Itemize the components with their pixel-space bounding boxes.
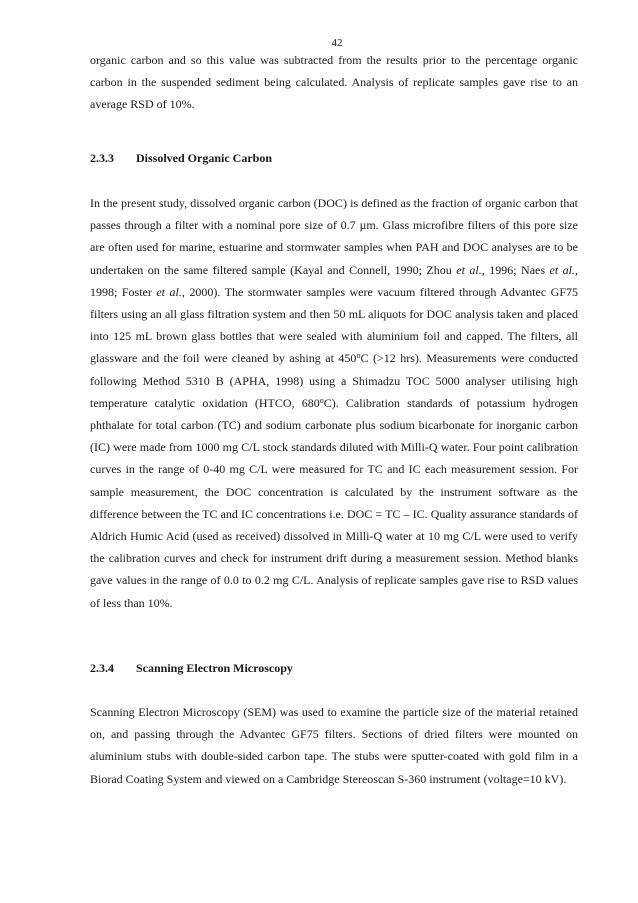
text-run: C (>12 hrs). Measurements were conducted following Method 5310 B (APHA, 1998) using a Shimadzu TOC 5000 analyser utilising high temperature catalytic oxidation (HTCO, 680 <box>90 351 578 410</box>
section-number: 2.3.4 <box>90 661 114 675</box>
section-heading-2-3-3 <box>90 147 578 169</box>
degree-superscript: o <box>319 395 324 405</box>
text-run: , 1996; Naes <box>481 262 550 277</box>
text-run-italic: et al. <box>549 262 575 277</box>
text-run: , 1998; Foster <box>90 262 578 299</box>
paragraph-sem-method: Scanning Electron Microscopy (SEM) was used to examine the particle size of the material retained on, and passing through the Advantec GF75 filters. Sections of dried filters were mounted on aluminium stubs with double-sided carbon tape. The stubs were sputter-coated with gold film in a Biorad Coating System and viewed on a Cambridge Stereoscan S-360 instrument (voltage=10 kV). <box>90 705 578 786</box>
section-title: Scanning Electron Microscopy <box>136 661 293 675</box>
paragraph-doc-method <box>90 192 578 614</box>
section-heading-2-3-4 <box>90 657 578 679</box>
paragraph-intro: organic carbon and so this value was subtracted from the results prior to the percentage organic carbon in the suspended sediment being calculated. Analysis of replicate samples gave rise to an average RSD of 10%. <box>90 53 578 112</box>
text-run: C). Calibration standards of potassium hydrogen phthalate for total carbon (TC) and sodium carbonate plus sodium bicarbonate for inorganic carbon (IC) were made from 1000 mg C/L stock standards diluted with Milli-Q water. Four point calibration curves in the range of 0-40 mg C/L were measured for TC and IC each measurement session. For sample measurement, the DOC concentration is calculated by the instrument software as the difference between the TC and IC concentrations i.e. DOC = TC – IC. Quality assurance standards of Aldrich Humic Acid (used as received) dissolved in Milli-Q water at 10 mg C/L were used to verify the calibration curves and check for instrument drift during a measurement session. Method blanks gave values in the range of 0.0 to 0.2 mg C/L. Analysis of replicate samples gave rise to RSD values of less than 10%. <box>90 395 578 610</box>
text-run: In the present study, dissolved organic carbon (DOC) is defined as the fraction of organic carbon that passes through a filter with a nominal pore size of 0.7 µm. Glass microfibre filters of this pore size are often used for marine, estuarine and stormwater samples when PAH and DOC analyses are to be undertaken on the same filtered sample (Kayal and Connell, 1990; Zhou <box>90 196 578 277</box>
section-title: Dissolved Organic Carbon <box>136 151 273 165</box>
text-run-italic: et al. <box>156 284 182 299</box>
page-number: 42 <box>331 37 343 49</box>
text-run: , 2000). The stormwater samples were vacuum filtered through Advantec GF75 filters using an all glass filtration system and then 50 mL aliquots for DOC analysis taken and placed into 125 mL brown glass bottles that were sealed with aluminium foil and capped. The filters, all glassware and the foil were cleaned by ashing at 450 <box>90 284 578 366</box>
text-run-italic: et al. <box>456 262 482 277</box>
section-number: 2.3.3 <box>90 151 114 165</box>
degree-superscript: o <box>356 351 361 361</box>
